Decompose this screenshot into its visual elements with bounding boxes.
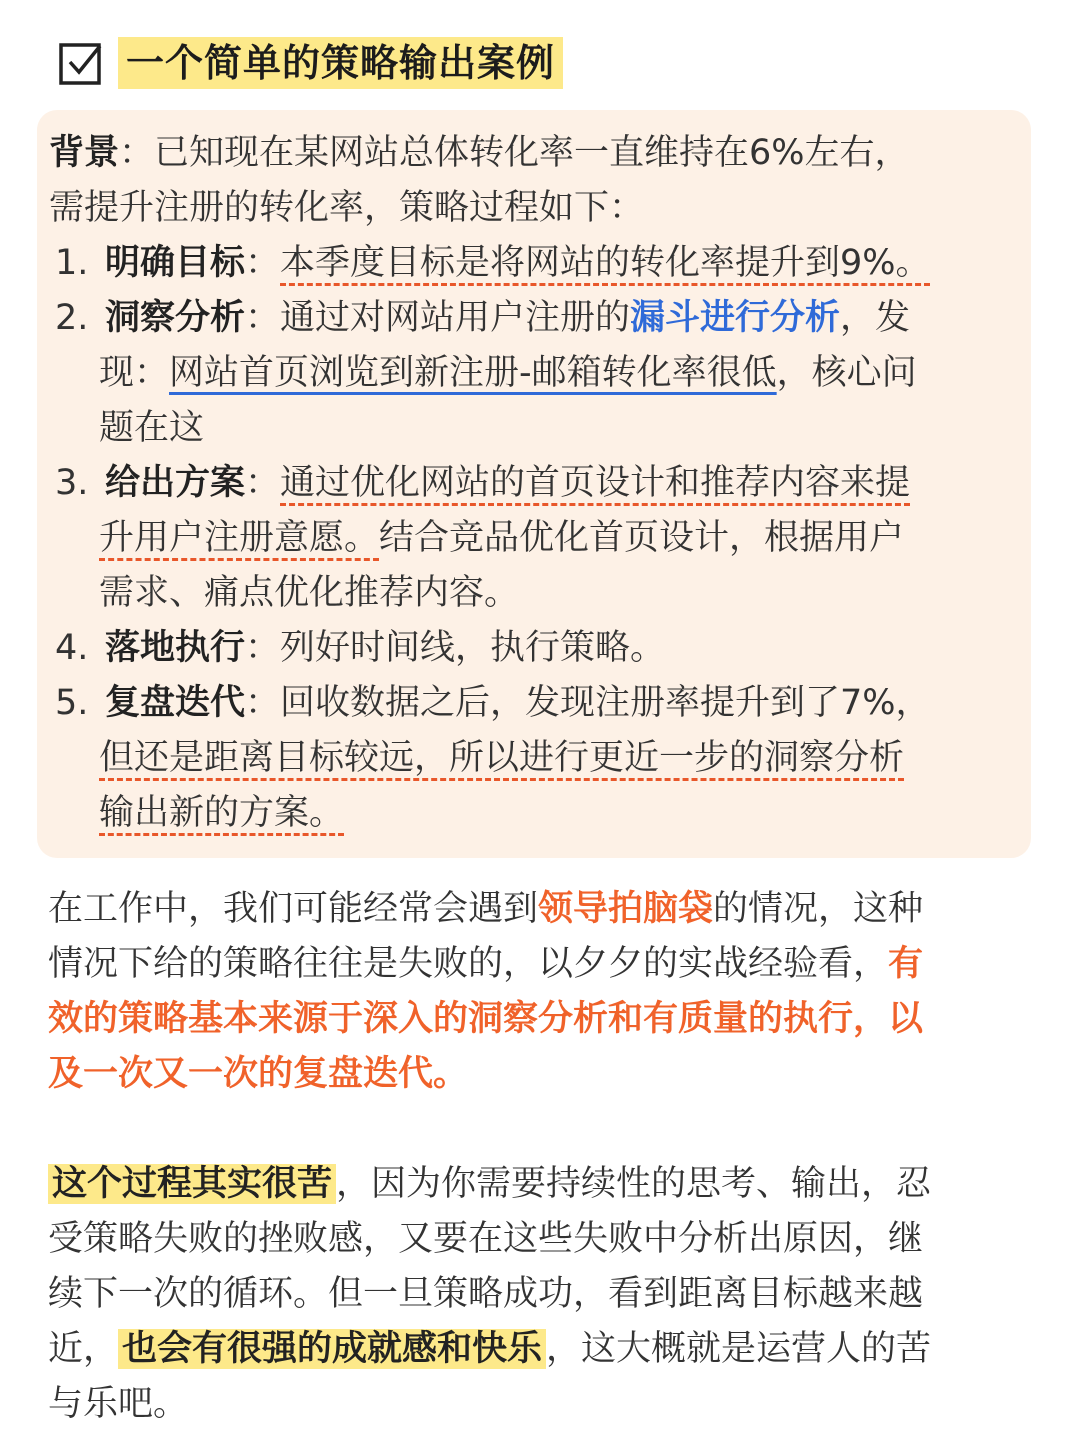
step-4: 4. 落地执行：列好时间线，执行策略。: [55, 628, 666, 668]
step-2-line-3: 题在这: [99, 408, 205, 448]
funnel-analysis-highlight: 漏斗进行分析: [630, 298, 841, 338]
step-3: 3. 给出方案：通过优化网站的首页设计和推荐内容来提: [55, 463, 911, 503]
highlight-hard-process: 这个过程其实很苦: [48, 1164, 336, 1204]
paragraph-1: 在工作中，我们可能经常会遇到领导拍脑袋的情况，这种 情况下给的策略往往是失败的，以夕夕的实战经验看，有 效的策略基本来源于深入的洞察分析和有质量的执行，以 及一次又一次的复盘迭代。: [48, 889, 924, 1094]
step-5-line-2: 但还是距离目标较远，所以进行更近一步的洞察分析: [99, 738, 905, 778]
background-label: 背景: [49, 133, 120, 173]
case-card: [37, 110, 1031, 858]
step-2-line-2: 现：网站首页浏览到新注册-邮箱转化率很低，核心问: [99, 353, 917, 393]
page-title: 一个简单的策略输出案例: [118, 37, 563, 89]
step-3-line-3: 需求、痛点优化推荐内容。: [99, 573, 520, 613]
background-line-1: 背景：已知现在某网站总体转化率一直维持在6%左右，: [49, 133, 910, 173]
highlight-achievement: 也会有很强的成就感和快乐: [118, 1329, 546, 1369]
step-3-line-2: 升用户注册意愿。结合竞品优化首页设计，根据用户: [99, 518, 905, 558]
step-2: 2. 洞察分析：通过对网站用户注册的漏斗进行分析，发: [55, 298, 911, 338]
step-5: 5. 复盘迭代：回收数据之后，发现注册率提升到了7%，: [55, 683, 931, 723]
background-line-2: 需提升注册的转化率，策略过程如下：: [49, 188, 645, 228]
paragraph-2: 这个过程其实很苦 ，因为你需要持续性的思考、输出，忍 受策略失败的挫败感，又要在这些失败中分析出原因，继 续下一次的循环。但一旦策略成功，看到距离目标越来越 近， 也会有很强的成就感和快乐 ，这大概就是运营人的苦 与乐吧。: [48, 1164, 932, 1424]
step-5-line-3: 输出新的方案。: [99, 793, 345, 833]
step-1: 1. 明确目标：本季度目标是将网站的转化率提升到9%。: [55, 243, 931, 283]
checkbox-check-icon: [58, 40, 104, 86]
case-card-content: [49, 126, 1019, 841]
title-row: [58, 36, 563, 90]
